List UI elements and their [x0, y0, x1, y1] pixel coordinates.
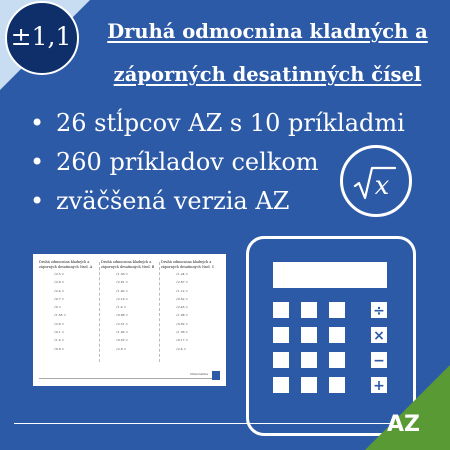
- feature-text: 26 stĺpcov AZ s 10 príkladmi: [56, 109, 405, 137]
- preview-item: √0.52 =: [176, 296, 189, 301]
- badge-label: ±1,1: [10, 22, 72, 51]
- sqrt-variable: x: [374, 171, 390, 201]
- preview-item: √0.8 =: [54, 346, 65, 351]
- corner-green-triangle: [365, 365, 450, 450]
- corner-tag: AZ: [387, 412, 420, 437]
- preview-item: √1.65 =: [54, 313, 67, 318]
- preview-item: √1.24 =: [176, 272, 189, 276]
- minus-icon: −: [373, 353, 385, 369]
- preview-item: √1.92 =: [116, 330, 129, 335]
- preview-item: √1.98 =: [176, 313, 189, 318]
- preview-item: √0.7 =: [54, 296, 65, 301]
- preview-item: √2.4 =: [176, 346, 187, 351]
- preview-item: √2.5 =: [54, 272, 65, 276]
- feature-text: zväčšená verzia AZ: [56, 187, 290, 215]
- preview-item: √0.52 =: [116, 338, 129, 343]
- preview-item: √1.4 =: [116, 305, 127, 310]
- preview-column-title: Druhá odmocnina kladných a záporných desatinných čísel. C: [161, 260, 215, 269]
- preview-item: √2.8 =: [54, 280, 65, 285]
- multiply-icon: ×: [373, 328, 385, 344]
- preview-item: √2.4 =: [54, 288, 65, 293]
- preview-item: √0 =: [54, 305, 62, 310]
- preview-item: √0.62 =: [176, 321, 189, 326]
- bullet-dot: •: [30, 187, 45, 215]
- bullet-dot: •: [30, 109, 45, 137]
- preview-item: √2.51 =: [116, 321, 129, 326]
- preview-item: √1.36 =: [116, 272, 129, 276]
- feature-text: 260 príkladov celkom: [56, 148, 319, 176]
- preview-item: √2.8 =: [54, 321, 65, 326]
- preview-item: √2.81 =: [116, 280, 129, 285]
- preview-item: √2.45 =: [176, 305, 189, 310]
- divide-icon: ÷: [373, 303, 385, 319]
- preview-item: √2.8 =: [116, 346, 127, 351]
- preview-item: √1.4 =: [54, 338, 65, 343]
- preview-item: √1.36 =: [176, 330, 189, 335]
- preview-item: √2.19 =: [116, 296, 129, 301]
- plus-icon: +: [373, 378, 385, 394]
- preview-item: √0.88 =: [116, 313, 129, 318]
- bullet-dot: •: [30, 148, 45, 176]
- preview-item: √0.1 =: [54, 330, 65, 335]
- page-title-line-1: Druhá odmocnina kladných a: [107, 20, 428, 43]
- preview-column-title: Druhá odmocnina kladných a záporných desatinných čísel. B: [101, 260, 155, 269]
- page-title-line-2: záporných desatinných čísel: [113, 63, 422, 86]
- preview-item: √1.12 =: [176, 288, 189, 293]
- preview-item: √0.17 =: [176, 338, 189, 343]
- preview-footer-text: Matematika: [190, 372, 208, 376]
- preview-item: √2.67 =: [176, 280, 189, 285]
- preview-item: √1.92 =: [116, 288, 129, 293]
- preview-column-title: Druhá odmocnina kladných a záporných desatinných čísel. A: [39, 260, 93, 269]
